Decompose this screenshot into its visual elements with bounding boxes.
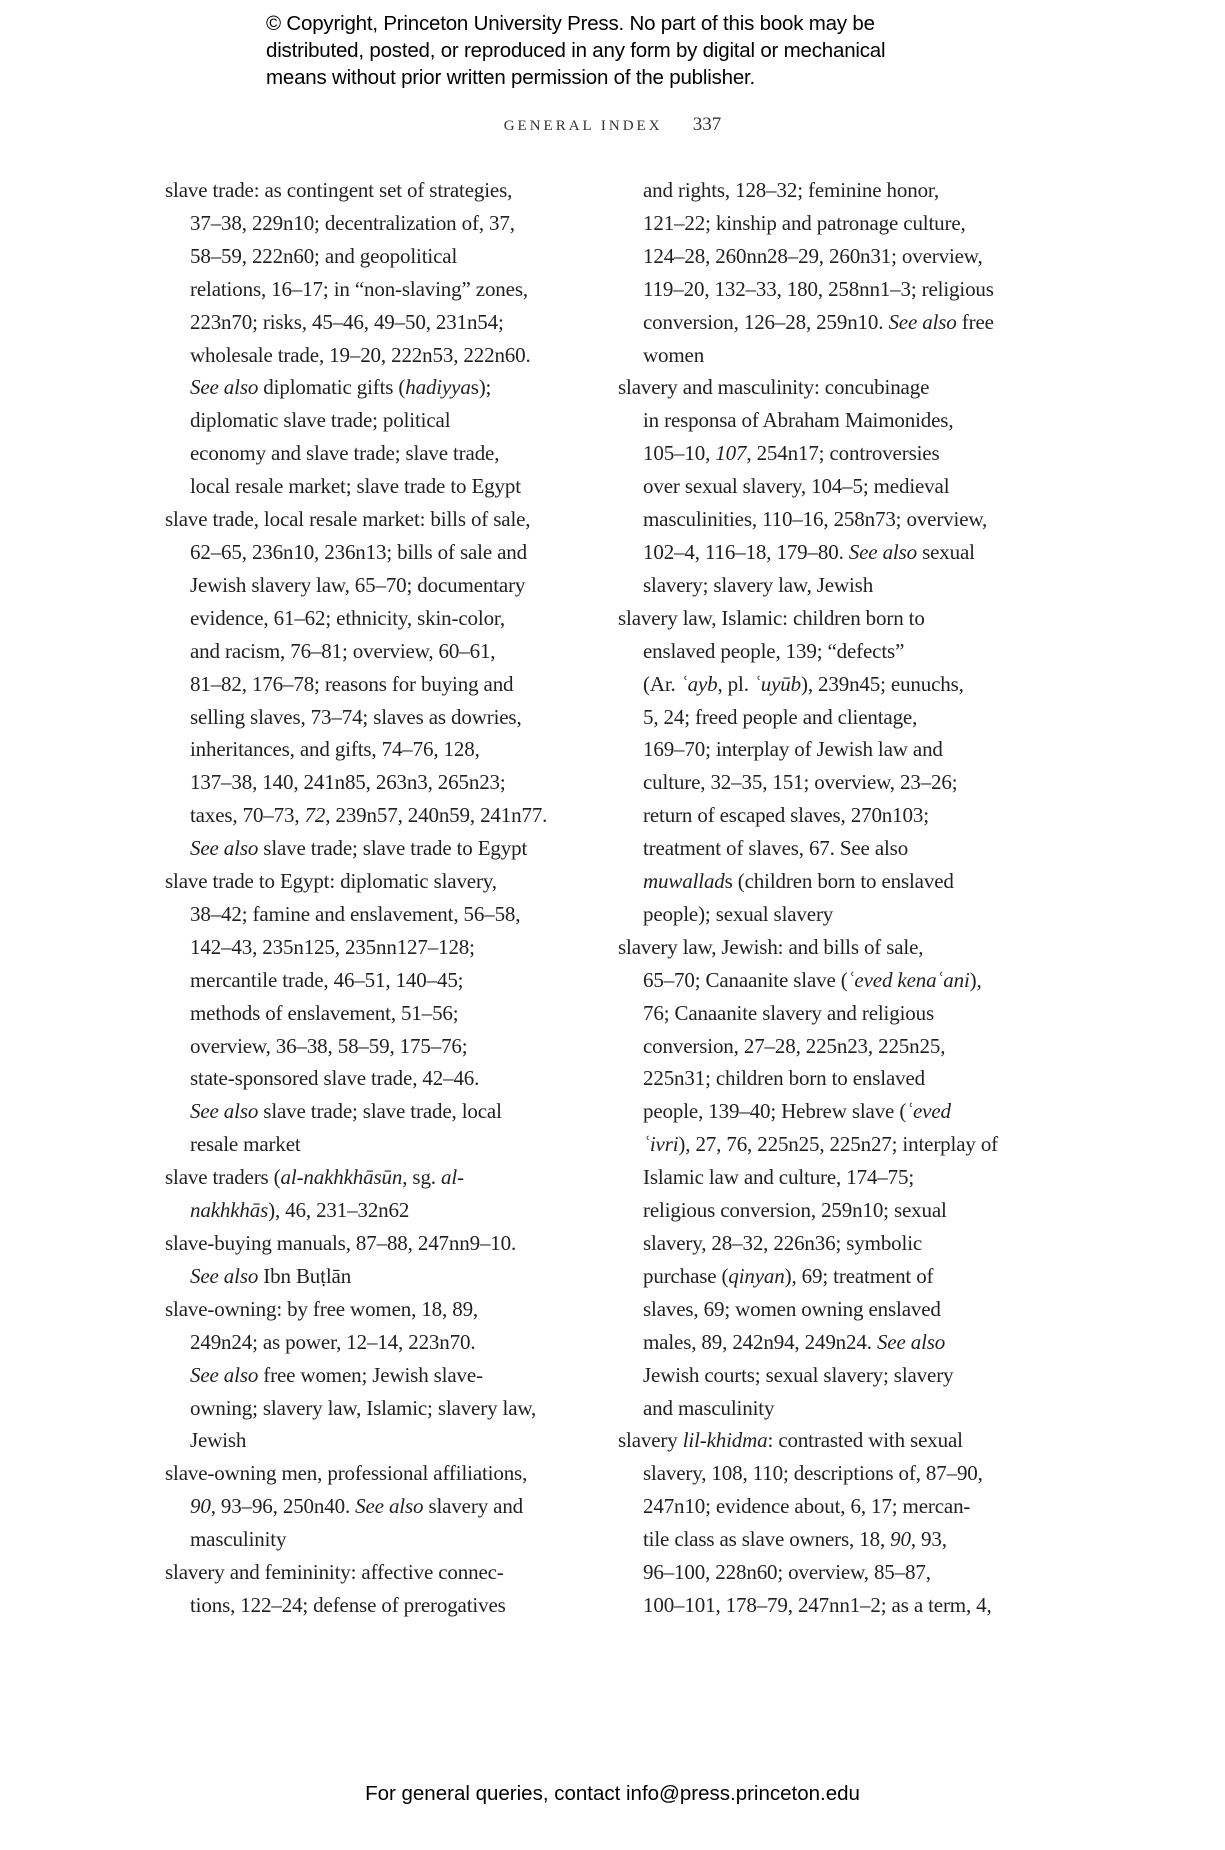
- index-entry-line: [618, 339, 998, 372]
- index-entry-line: [165, 1523, 547, 1556]
- text: women: [643, 342, 705, 367]
- index-entry-line: [165, 1128, 547, 1161]
- text: purchase (: [643, 1263, 729, 1288]
- italic-text: ʿeved: [906, 1099, 951, 1124]
- text: and racism, 76–81; overview, 60–61,: [190, 638, 496, 663]
- text: people); sexual slavery: [643, 901, 834, 926]
- italic-text: 107: [715, 441, 747, 466]
- text: slave trade; slave trade, local: [258, 1099, 502, 1124]
- index-entry-line: [165, 1424, 547, 1457]
- text: slave-owning men, professional affiliations,: [165, 1461, 528, 1486]
- text: tions, 122–24; defense of prerogatives: [190, 1592, 506, 1617]
- index-entry-line: [618, 536, 998, 569]
- text: 76; Canaanite slavery and religious: [643, 1000, 934, 1025]
- text: 119–20, 132–33, 180, 258nn1–3; religious: [643, 276, 994, 301]
- text: 62–65, 236n10, 236n13; bills of sale and: [190, 539, 527, 564]
- text: ),: [969, 967, 982, 992]
- index-entry-line: [618, 997, 998, 1030]
- text: 225n31; children born to enslaved: [643, 1066, 925, 1091]
- index-entry-line: [165, 931, 547, 964]
- text: overview, 36–38, 58–59, 175–76;: [190, 1033, 468, 1058]
- text: slave-buying manuals, 87–88, 247nn9–10.: [165, 1231, 517, 1255]
- text: diplomatic gifts (: [258, 375, 406, 400]
- index-entry-line: [165, 306, 547, 339]
- index-entry-line: [165, 1490, 547, 1523]
- text: slavery and femininity: affective connec-: [165, 1560, 504, 1585]
- index-entry-line: [618, 1457, 998, 1490]
- index-entry-line: [165, 1194, 547, 1227]
- index-entry-headword-line: [618, 371, 998, 404]
- text: slave-owning: by free women, 18, 89,: [165, 1296, 479, 1321]
- text: 38–42; famine and enslavement, 56–58,: [190, 901, 521, 926]
- text: Jewish slavery law, 65–70; documentary: [190, 572, 526, 597]
- index-entry-headword-line: [165, 174, 547, 207]
- text: wholesale trade, 19–20, 222n53, 222n60.: [190, 342, 531, 367]
- index-entry-line: [618, 207, 998, 240]
- text: ), 46, 231–32n62: [268, 1198, 410, 1223]
- text: relations, 16–17; in “non-slaving” zones,: [190, 276, 528, 301]
- italic-text: See also: [190, 1362, 259, 1387]
- text: , 239n57, 240n59, 241n77.: [325, 803, 548, 828]
- text: 169–70; interplay of Jewish law and: [643, 737, 943, 762]
- text: ), 239n45; eunuchs,: [800, 671, 964, 696]
- text: , 254n17; controversies: [746, 441, 940, 466]
- copyright-line: means without prior written permission of the publisher.: [266, 66, 756, 89]
- index-entry-line: [618, 437, 998, 470]
- text: 121–22; kinship and patronage culture,: [643, 210, 966, 235]
- index-entry-line: [618, 503, 998, 536]
- index-entry-line: [618, 733, 998, 766]
- text: religious conversion, 259n10; sexual: [643, 1198, 947, 1223]
- index-entry-line: [165, 964, 547, 997]
- index-entry-line: [165, 371, 547, 404]
- index-entry-line: [618, 1392, 998, 1425]
- index-entry-line: [618, 1095, 998, 1128]
- text: tile class as slave owners, 18,: [643, 1527, 891, 1552]
- text: masculinity: [190, 1527, 287, 1552]
- text: sexual: [916, 539, 975, 564]
- index-entry-line: [618, 1589, 998, 1622]
- index-entry-line: [618, 1260, 998, 1293]
- text: methods of enslavement, 51–56;: [190, 1000, 459, 1025]
- text: (Ar.: [643, 671, 681, 696]
- text: Jewish: [190, 1428, 247, 1453]
- text: s);: [470, 375, 492, 400]
- italic-text: 72: [304, 803, 326, 828]
- text: males, 89, 242n94, 249n24.: [643, 1329, 877, 1354]
- index-entry-headword-line: [618, 931, 998, 964]
- index-entry-line: [618, 832, 998, 865]
- text: conversion, 126–28, 259n10.: [643, 309, 889, 334]
- index-entry-headword-line: [165, 503, 547, 536]
- index-entry-line: [618, 1293, 998, 1326]
- text: slave trade, local resale market: bills of sale,: [165, 507, 531, 532]
- index-entry-line: [165, 404, 547, 437]
- text: over sexual slavery, 104–5; medieval: [643, 474, 950, 499]
- running-head: [0, 114, 1225, 136]
- text: culture, 32–35, 151; overview, 23–26;: [643, 770, 958, 795]
- index-entry-line: [165, 1589, 547, 1622]
- footer-contact: For general queries, contact info@press.princeton.edu: [365, 1782, 860, 1805]
- text: inheritances, and gifts, 74–76, 128,: [190, 737, 480, 762]
- index-entry-headword-line: [165, 1556, 547, 1589]
- index-entry-line: [618, 701, 998, 734]
- text: 249n24; as power, 12–14, 223n70.: [190, 1329, 476, 1354]
- text: , 93,: [910, 1527, 947, 1552]
- index-entry-line: [618, 174, 998, 207]
- italic-text: See also: [190, 1263, 259, 1288]
- text: s (children born to enslaved: [724, 869, 954, 894]
- index-entry-line: [165, 1326, 547, 1359]
- text: in responsa of Abraham Maimonides,: [643, 408, 954, 433]
- index-entry-line: [618, 635, 998, 668]
- index-entry-line: [165, 1260, 547, 1293]
- index-entry-line: [618, 1227, 998, 1260]
- italic-text: See also: [190, 836, 259, 861]
- index-entry-headword-line: [165, 1227, 547, 1260]
- text: 142–43, 235n125, 235nn127–128;: [190, 934, 475, 959]
- index-entry-line: [618, 1030, 998, 1063]
- index-column-left: [165, 174, 547, 1622]
- index-entry-line: [618, 1556, 998, 1589]
- text: enslaved people, 139; “defects”: [643, 638, 905, 663]
- text: slave trade to Egypt: diplomatic slavery,: [165, 869, 497, 894]
- text: 247n10; evidence about, 6, 17; mercan-: [643, 1494, 971, 1519]
- index-entry-line: [618, 1523, 998, 1556]
- index-entry-headword-line: [618, 1424, 998, 1457]
- text: slavery and: [423, 1494, 524, 1519]
- index-entry-headword-line: [165, 1457, 547, 1490]
- index-entry-line: [165, 569, 547, 602]
- italic-text: ʿuyūb: [753, 671, 801, 696]
- copyright-line: © Copyright, Princeton University Press. No part of this book may be: [266, 12, 875, 35]
- index-entry-line: [618, 1359, 998, 1392]
- text: slave traders (: [165, 1165, 281, 1190]
- text: ), 27, 76, 225n25, 225n27; interplay of: [678, 1132, 999, 1157]
- index-entry-line: [618, 898, 998, 931]
- text: resale market: [190, 1132, 301, 1157]
- index-entry-line: [165, 898, 547, 931]
- index-entry-line: [165, 1359, 547, 1392]
- copyright-notice: [266, 10, 1006, 91]
- index-entry-line: [165, 602, 547, 635]
- text: 124–28, 260nn28–29, 260n31; overview,: [643, 243, 983, 268]
- text: Islamic law and culture, 174–75;: [643, 1165, 915, 1190]
- text: local resale market; slave trade to Egypt: [190, 474, 521, 499]
- index-entry-line: [165, 207, 547, 240]
- text: 100–101, 178–79, 247nn1–2; as a term, 4,: [643, 1592, 992, 1617]
- italic-text: See also: [355, 1494, 424, 1519]
- text: diplomatic slave trade; political: [190, 408, 451, 433]
- index-entry-line: [165, 1030, 547, 1063]
- text: 102–4, 116–18, 179–80.: [643, 539, 849, 564]
- text: 65–70; Canaanite slave (: [643, 967, 848, 992]
- text: slave trade; slave trade to Egypt: [258, 836, 528, 861]
- text: economy and slave trade; slave trade,: [190, 441, 500, 466]
- index-entry-line: [165, 766, 547, 799]
- text: state-sponsored slave trade, 42–46.: [190, 1066, 480, 1091]
- index-entry-line: [618, 1194, 998, 1227]
- italic-text: qinyan: [728, 1263, 785, 1288]
- text: slavery, 28–32, 226n36; symbolic: [643, 1231, 923, 1255]
- index-entry-line: [618, 1326, 998, 1359]
- text: slavery, 108, 110; descriptions of, 87–90,: [643, 1461, 983, 1486]
- index-entry-line: [165, 339, 547, 372]
- index-entry-line: [618, 668, 998, 701]
- index-entry-line: [165, 1095, 547, 1128]
- index-entry-headword-line: [165, 865, 547, 898]
- italic-text: 90: [890, 1527, 911, 1552]
- italic-text: 90: [190, 1494, 211, 1519]
- text: ), 69; treatment of: [784, 1263, 934, 1288]
- index-entry-line: [165, 997, 547, 1030]
- index-entry-line: [618, 240, 998, 273]
- index-entry-line: [165, 273, 547, 306]
- index-entry-headword-line: [165, 1293, 547, 1326]
- italic-text: ʿeved kenaʿani: [847, 967, 970, 992]
- text: slavery law, Islamic: children born to: [618, 605, 925, 630]
- index-entry-line: [618, 1490, 998, 1523]
- text: 58–59, 222n60; and geopolitical: [190, 243, 458, 268]
- text: 137–38, 140, 241n85, 263n3, 265n23;: [190, 770, 506, 795]
- index-entry-line: [618, 273, 998, 306]
- index-entry-line: [165, 701, 547, 734]
- text: 96–100, 228n60; overview, 85–87,: [643, 1560, 931, 1585]
- text: , pl.: [717, 671, 754, 696]
- index-entry-line: [618, 1161, 998, 1194]
- italic-text: hadiyya: [405, 375, 471, 400]
- index-entry-line: [165, 635, 547, 668]
- page-number: 337: [692, 114, 722, 135]
- index-entry-line: [618, 306, 998, 339]
- italic-text: See also: [876, 1329, 946, 1354]
- italic-text: muwallad: [643, 869, 725, 894]
- italic-text: ʿivri: [643, 1132, 679, 1157]
- text: selling slaves, 73–74; slaves as dowries,: [190, 704, 522, 729]
- text: , sg.: [402, 1165, 442, 1190]
- index-entry-line: [618, 569, 998, 602]
- text: slavery and masculinity: concubinage: [618, 375, 930, 400]
- index-entry-line: [618, 766, 998, 799]
- text: free: [956, 309, 994, 334]
- text: slavery law, Jewish: and bills of sale,: [618, 934, 924, 959]
- index-entry-line: [618, 799, 998, 832]
- index-entry-line: [618, 865, 998, 898]
- italic-text: al-: [441, 1165, 464, 1190]
- italic-text: See also: [190, 1099, 259, 1124]
- text: mercantile trade, 46–51, 140–45;: [190, 967, 464, 992]
- text: 105–10,: [643, 441, 716, 466]
- italic-text: lil-khidma: [682, 1428, 768, 1453]
- index-column-right: [618, 174, 998, 1622]
- text: masculinities, 110–16, 258n73; overview,: [643, 507, 988, 532]
- text: 223n70; risks, 45–46, 49–50, 231n54;: [190, 309, 504, 334]
- text: slavery: [618, 1428, 683, 1453]
- italic-text: See also: [888, 309, 957, 334]
- index-entry-headword-line: [618, 602, 998, 635]
- text: : contrasted with sexual: [767, 1428, 963, 1453]
- index-entry-line: [165, 1392, 547, 1425]
- text: treatment of slaves, 67. See also: [643, 836, 909, 861]
- text: and masculinity: [643, 1395, 775, 1420]
- text: conversion, 27–28, 225n23, 225n25,: [643, 1033, 946, 1058]
- italic-text: al-nakhkhāsūn: [280, 1165, 403, 1190]
- text: Ibn Buṭlān: [258, 1263, 352, 1288]
- index-entry-line: [165, 733, 547, 766]
- index-entry-line: [165, 799, 547, 832]
- text: 37–38, 229n10; decentralization of, 37,: [190, 210, 515, 235]
- index-entry-line: [165, 1062, 547, 1095]
- index-entry-line: [165, 240, 547, 273]
- text: free women; Jewish slave-: [258, 1362, 483, 1387]
- italic-text: nakhkhās: [190, 1198, 269, 1223]
- index-entry-line: [618, 964, 998, 997]
- index-entry-line: [165, 437, 547, 470]
- text: slaves, 69; women owning enslaved: [643, 1296, 941, 1321]
- text: and rights, 128–32; feminine honor,: [643, 178, 940, 202]
- text: evidence, 61–62; ethnicity, skin-color,: [190, 605, 506, 630]
- running-head-title: GENERAL INDEX: [503, 118, 663, 134]
- text: return of escaped slaves, 270n103;: [643, 803, 929, 828]
- italic-text: See also: [848, 539, 917, 564]
- text: slave trade: as contingent set of strategies,: [165, 178, 513, 202]
- copyright-line: distributed, posted, or reproduced in any form by digital or mechanical: [266, 39, 886, 62]
- index-entry-headword-line: [165, 1161, 547, 1194]
- text: taxes, 70–73,: [190, 803, 305, 828]
- index-entry-line: [618, 1128, 998, 1161]
- index-entry-line: [618, 1062, 998, 1095]
- italic-text: See also: [190, 375, 259, 400]
- text: owning; slavery law, Islamic; slavery law,: [190, 1395, 537, 1420]
- text: 81–82, 176–78; reasons for buying and: [190, 671, 514, 696]
- text: slavery; slavery law, Jewish: [643, 572, 874, 597]
- index-entry-line: [165, 536, 547, 569]
- index-entry-line: [618, 470, 998, 503]
- index-entry-line: [165, 668, 547, 701]
- index-entry-line: [618, 404, 998, 437]
- text: , 93–96, 250n40.: [210, 1494, 356, 1519]
- index-entry-line: [165, 470, 547, 503]
- text: 5, 24; freed people and clientage,: [643, 704, 918, 729]
- italic-text: ʿayb: [680, 671, 718, 696]
- text: people, 139–40; Hebrew slave (: [643, 1099, 907, 1124]
- text: Jewish courts; sexual slavery; slavery: [643, 1362, 954, 1387]
- index-entry-line: [165, 832, 547, 865]
